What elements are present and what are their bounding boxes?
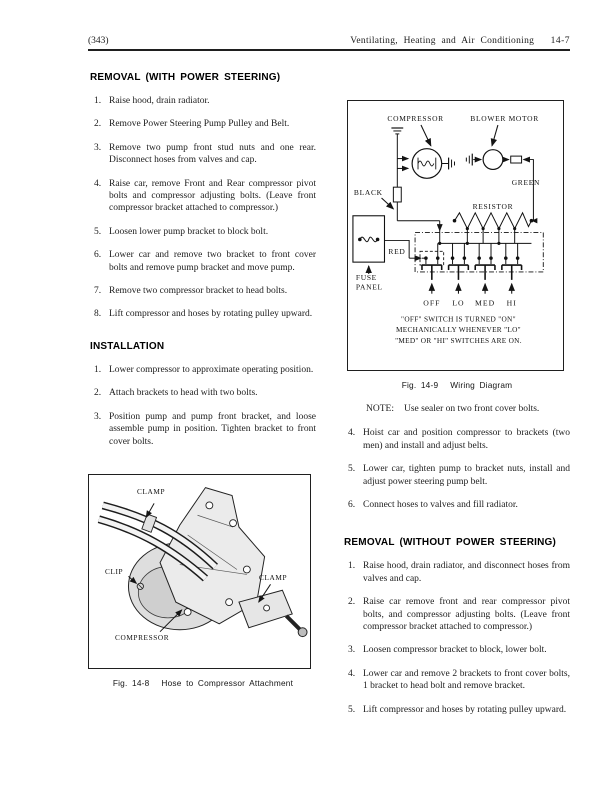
diagram-label-compressor: COMPRESSOR (387, 114, 444, 124)
list-item: 3. Position pump and pump front bracket, and loose assemble pump in position. Tighten bracket to front cover bolts. (94, 411, 316, 447)
list-item: 3. Remove two pump front stud nuts and one rear. Disconnect hoses from valves and cap. (94, 142, 316, 166)
list-item: 4. Raise car, remove Front and Rear compressor pivot bolts and compressor adjusting bolts. (Leave front compressor bracket attached to compressor.) (94, 178, 316, 214)
list-item: 1. Lower compressor to approximate operating position. (94, 364, 314, 375)
list-item: 5. Lower car, tighten pump to bracket nuts, install and adjust power steering pump belt. (348, 464, 570, 487)
fig148-label-clamp-top: CLAMP (137, 486, 166, 496)
note-text: Use sealer on two front cover bolts. (403, 404, 540, 414)
fig148-label-clamp-right: CLAMP (259, 572, 288, 582)
fig148-label-clip: CLIP (105, 566, 124, 576)
figure-14-9 (347, 100, 564, 371)
list-item: 6. Lower car and remove two bracket to front cover bolts and remove pump bracket and move pump. (94, 250, 316, 273)
diagram-label-red: RED (388, 247, 406, 257)
list-item: 6. Connect hoses to valves and fill radiator. (348, 500, 518, 511)
page-header (88, 36, 570, 51)
chapter-title: Ventilating, Heating and Air Conditioning (350, 36, 535, 46)
diagram-label-black: BLACK (353, 188, 383, 198)
diagram-label-blower-motor: BLOWER MOTOR (470, 114, 539, 124)
switch-label-lo: LO (452, 298, 465, 308)
installation-continued-list (344, 427, 570, 511)
switch-label-med: MED (475, 298, 496, 308)
fig149-caption: Fig. 14-9 Wiring Diagram (401, 380, 513, 390)
note (344, 403, 570, 415)
page-ref: (343) (88, 36, 109, 46)
list-item: 1. Raise hood, drain radiator. (94, 96, 210, 106)
list-item: 5. Loosen lower pump bracket to block bolt. (94, 226, 269, 237)
diagram-label-resistor: RESISTOR (472, 201, 514, 211)
list-item: 4. Hoist car and position compressor to brackets (two men) and install and adjust belts. (348, 428, 570, 451)
section-heading-removal-no-ps: REMOVAL (WITHOUT POWER STEERING) (344, 537, 557, 549)
list-item: 7. Remove two compressor bracket to head bolts. (94, 286, 288, 297)
diagram-note-line3: "MED" OR "HI" SWITCHES ARE ON. (395, 337, 522, 345)
installation-list (90, 364, 316, 448)
switch-label-off: OFF (423, 298, 441, 308)
wiring-diagram (348, 101, 563, 370)
list-item: 2. Raise car remove front and rear compressor pivot bolts, and compressor adjusting bolts. (Leave front compressor bracket attached to compressor.) (348, 597, 570, 633)
section-heading-installation: INSTALLATION (90, 340, 165, 352)
note-label: NOTE: (366, 404, 394, 414)
list-item: 8. Lift compressor and hoses by rotating pulley upward. (94, 309, 313, 320)
diagram-label-fuse: FUSE (355, 272, 377, 282)
switch-label-hi: HI (506, 298, 517, 308)
list-item: 1. Raise hood, drain radiator, and disconnect hoses from valves and cap. (348, 561, 570, 584)
removal-no-ps-list (344, 560, 570, 716)
diagram-label-green: GREEN (511, 178, 541, 188)
fig148-caption: Fig. 14-8 Hose to Compressor Attachment (112, 677, 294, 688)
diagram-label-panel: PANEL (355, 282, 383, 292)
list-item: 2. Attach brackets to head with two bolts. (94, 388, 258, 399)
removal-ps-list (90, 95, 316, 321)
header-right (350, 36, 570, 46)
section-heading-removal-ps: REMOVAL (WITH POWER STEERING) (90, 72, 281, 83)
left-column (90, 72, 316, 688)
list-item: 5. Lift compressor and hoses by rotating pulley upward. (348, 704, 567, 715)
page-number: 14-7 (550, 36, 570, 46)
list-item: 2. Remove Power Steering Pump Pulley and Belt. (94, 119, 290, 130)
diagram-note-line1: "OFF" SWITCH IS TURNED "ON" (401, 315, 516, 324)
fig148-label-compressor: COMPRESSOR (115, 632, 170, 642)
right-column (344, 100, 570, 716)
diagram-note-line2: MECHANICALLY WHENEVER "LO" (395, 326, 521, 335)
figure-14-8 (88, 474, 311, 669)
list-item: 3. Loosen compressor bracket to block, lower bolt. (348, 645, 547, 656)
list-item: 4. Lower car and remove 2 brackets to front cover bolts, 1 bracket to head bolt and remove bracket. (348, 668, 570, 692)
